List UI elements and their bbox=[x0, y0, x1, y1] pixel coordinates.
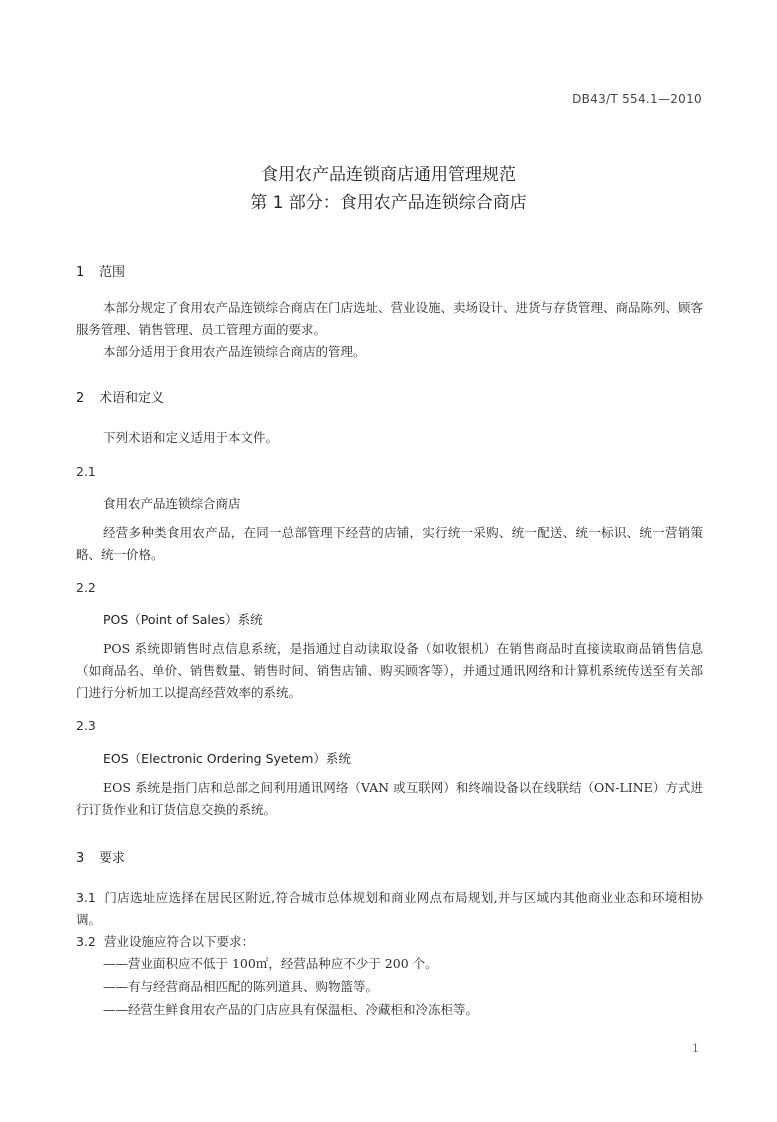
section-2-heading bbox=[76, 387, 164, 406]
term-name: EOS（Electronic Ordering Syetem）系统 bbox=[103, 751, 351, 766]
section-title: 术语和定义 bbox=[99, 391, 165, 406]
section-1-paragraph-1: 本部分规定了食用农产品连锁综合商店在门店选址、营业设施、卖场设计、进货与存货管理、商品陈列、顾客服务管理、销售管理、员工管理方面的要求。 bbox=[76, 300, 704, 337]
term-definition: 经营多种类食用农产品，在同一总部管理下经营的店铺，实行统一采购、统一配送、统一标识、统一营销策略、统一价格。 bbox=[76, 525, 703, 562]
section-number: 1 bbox=[76, 265, 85, 280]
section-number: 3 bbox=[76, 851, 85, 866]
list-item: ——营业面积应不低于 100㎡，经营品种应不少于 200 个。 bbox=[103, 956, 438, 971]
section-title: 范围 bbox=[99, 265, 126, 280]
section-3-heading bbox=[76, 847, 125, 866]
document-title-line1: 食用农产品连锁商店通用管理规范 bbox=[261, 165, 516, 185]
clause-text: 营业设施应符合以下要求： bbox=[104, 934, 255, 949]
document-title-line2: 第 1 部分：食用农产品连锁综合商店 bbox=[250, 193, 527, 213]
list-item: ——经营生鲜食用农产品的门店应具有保温柜、冷藏柜和冷冻柜等。 bbox=[103, 1002, 479, 1017]
section-number: 2 bbox=[76, 391, 85, 406]
term-definition: POS 系统即销售时点信息系统，是指通过自动读取设备（如收银机）在销售商品时直接读取商品销售信息（如商品名、单价、销售数量、销售时间、销售店铺、购买顾客等），并通过通讯网络和计算机系统传送至有关部门进行分析加工以提高经营效率的系统。 bbox=[76, 641, 703, 700]
term-number: 2.2 bbox=[76, 580, 96, 595]
term-definition: EOS 系统是指门店和总部之间利用通讯网络（VAN 或互联网）和终端设备以在线联结（ON-LINE）方式进行订货作业和订货信息交换的系统。 bbox=[76, 780, 703, 817]
term-number: 2.3 bbox=[76, 718, 96, 733]
list-item: ——有与经营商品相匹配的陈列道具、购物篮等。 bbox=[103, 979, 379, 994]
page-number: 1 bbox=[692, 1042, 699, 1055]
section-1-heading bbox=[76, 261, 125, 280]
clause-3-1 bbox=[76, 887, 703, 931]
clause-3-2 bbox=[76, 931, 703, 953]
clause-number: 3.2 bbox=[76, 934, 96, 949]
term-name: 食用农产品连锁综合商店 bbox=[103, 496, 241, 511]
section-1-paragraph-2: 本部分适用于食用农产品连锁综合商店的管理。 bbox=[103, 344, 366, 359]
clause-text: 门店选址应选择在居民区附近,符合城市总体规划和商业网点布局规划,并与区域内其他商业业态和环境相协调。 bbox=[76, 890, 703, 927]
term-number: 2.1 bbox=[76, 464, 96, 479]
section-title: 要求 bbox=[99, 851, 126, 866]
clause-number: 3.1 bbox=[76, 890, 96, 905]
section-2-intro: 下列术语和定义适用于本文件。 bbox=[103, 430, 279, 445]
term-name: POS（Point of Sales）系统 bbox=[103, 612, 263, 627]
document-code: DB43/T 554.1—2010 bbox=[572, 92, 702, 106]
